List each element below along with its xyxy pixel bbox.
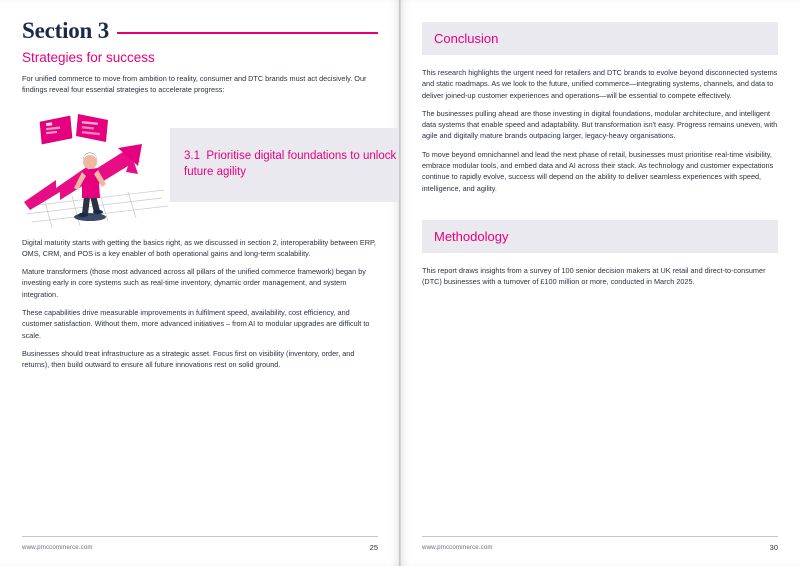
subsection-title: Prioritise digital foundations to unlock future agility xyxy=(184,150,397,178)
section-subtitle: Strategies for success xyxy=(22,50,155,65)
subsection-callout-text xyxy=(184,149,400,179)
methodology-heading-band xyxy=(422,220,778,253)
footer-website-url: www.pmccommerce.com xyxy=(422,544,493,551)
section-label: Section 3 xyxy=(22,18,109,43)
body-paragraph: These capabilities drive measurable improvements in fulfilment speed, availability, cost efficiency, and customer satisfaction. Without them, more advanced initiatives – from AI to modular upgrades are difficult to scale. xyxy=(22,308,370,340)
section-rule-divider xyxy=(117,32,378,34)
section-header xyxy=(22,18,378,44)
conclusion-heading-band xyxy=(422,22,778,55)
footer-page-number: 30 xyxy=(769,543,778,552)
section-intro-paragraph: For unified commerce to move from ambition to reality, consumer and DTC brands must act decisively. Our findings reveal four essential strategies to accelerate progress: xyxy=(22,74,367,95)
subsection-number: 3.1 xyxy=(184,150,200,163)
conclusion-paragraph: To move beyond omnichannel and lead the next phase of retail, businesses must prioritise real-time visibility, embrace modular tools, and embed data and AI across their stack. As technology and customer expectations continue to rapidly evolve, success will depend on the ability to deliver seamless experiences with speed, intelligence, and agility. xyxy=(422,149,774,193)
footer-right xyxy=(422,536,778,552)
footer-left xyxy=(22,536,378,552)
methodology-paragraph: This report draws insights from a survey of 100 senior decision makers at UK retail and direct-to-consumer (DTC) businesses with a turnover of £100 million or more, conducted in March 2025. xyxy=(422,265,766,287)
body-paragraph: Digital maturity starts with getting the basics right, as we discussed in section 2, interoperability between ERP, OMS, CRM, and POS is a key enabler of both operational gains and long-term scalability. xyxy=(22,237,376,258)
subsection-callout-band xyxy=(170,128,400,202)
right-page-content xyxy=(422,22,778,288)
conclusion-title: Conclusion xyxy=(434,31,499,46)
left-page-content xyxy=(22,18,397,371)
body-paragraph: Mature transformers (those most advanced across all pillars of the unified commerce framework) began by investing early in core systems such as real-time inventory, dynamic order management, and system integration. xyxy=(22,267,366,299)
page-right xyxy=(400,0,800,566)
illustration-and-callout xyxy=(22,110,397,230)
footer-page-number: 25 xyxy=(369,543,378,552)
digital-foundations-illustration xyxy=(22,110,172,230)
conclusion-paragraph: This research highlights the urgent need for retailers and DTC brands to evolve beyond disconnected systems and static roadmaps. As we look to the future, unified commerce—integrating systems, channels, and data to deliver joined-up customer experiences and operations—will be essential to compete effectively. xyxy=(422,68,778,100)
body-paragraph: Businesses should treat infrastructure as a strategic asset. Focus first on visibility (inventory, order, and returns), then build outward to ensure all future innovations rest on solid ground. xyxy=(22,348,355,370)
conclusion-paragraph: The businesses pulling ahead are those investing in digital foundations, modular architecture, and intelligent data systems that enable speed and adaptability. But transformation isn't easy. Progress remains uneven, with agile and digitally mature brands outpacing larger, legacy-heavy organisations. xyxy=(422,108,778,141)
page-spine-shadow xyxy=(399,0,401,566)
section-spacer xyxy=(422,194,778,220)
methodology-title: Methodology xyxy=(434,228,509,244)
footer-website-url: www.pmccommerce.com xyxy=(22,544,93,551)
